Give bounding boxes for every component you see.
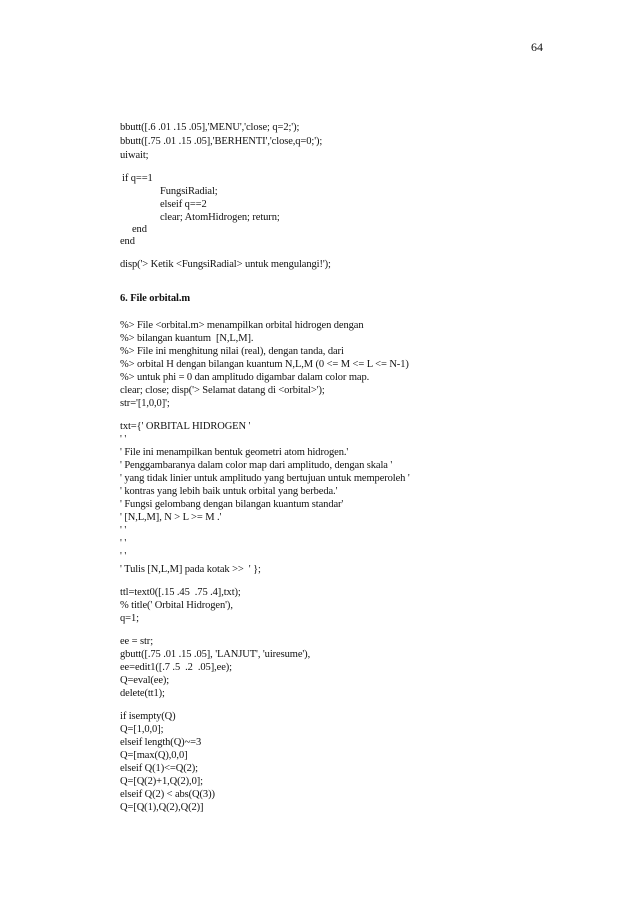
code-line: ' ' (120, 434, 127, 445)
code-line: ttl=text0([.15 .45 .75 .4],txt); (120, 587, 241, 598)
code-line: Q=[max(Q),0,0] (120, 750, 188, 761)
section-heading: 6. File orbital.m (120, 293, 191, 304)
code-line: elseif q==2 (160, 199, 207, 210)
code-line: end (132, 224, 147, 235)
page-number: 64 (531, 40, 543, 54)
code-line: ee=edit1([.7 .5 .2 .05],ee); (120, 662, 232, 673)
code-line: delete(tt1); (120, 688, 165, 699)
code-line: uiwait; (120, 150, 149, 161)
code-line: % title(' Orbital Hidrogen'), (120, 600, 233, 611)
code-line: elseif Q(1)<=Q(2); (120, 763, 198, 774)
code-line: disp('> Ketik <FungsiRadial> untuk mengulangi!'); (120, 259, 331, 270)
code-line: if q==1 (122, 173, 153, 184)
code-line: ' Fungsi gelombang dengan bilangan kuantum standar' (120, 499, 344, 510)
code-line: q=1; (120, 613, 139, 624)
code-line: bbutt([.6 .01 .15 .05],'MENU','close; q=2;'); (120, 122, 300, 133)
code-line: ' File ini menampilkan bentuk geometri atom hidrogen.' (120, 447, 349, 458)
code-line: ' yang tidak linier untuk amplitudo yang bertujuan untuk memperoleh ' (120, 473, 410, 484)
code-line: ' Penggambaranya dalam color map dari amplitudo, dengan skala ' (120, 460, 393, 471)
code-line: Q=[Q(2)+1,Q(2),0]; (120, 776, 203, 787)
code-line: ee = str; (120, 636, 154, 647)
code-line: Q=[Q(1),Q(2),Q(2)] (120, 802, 204, 813)
code-line: ' [N,L,M], N > L >= M .' (120, 512, 222, 523)
code-line: bbutt([.75 .01 .15 .05],'BERHENTI','close,q=0;'); (120, 136, 323, 147)
code-line: %> bilangan kuantum [N,L,M]. (120, 333, 254, 344)
code-line: Q=eval(ee); (120, 675, 170, 686)
code-line: %> File ini menghitung nilai (real), dengan tanda, dari (120, 346, 344, 357)
code-line: ' ' (120, 538, 127, 549)
code-line: if isempty(Q) (120, 711, 176, 722)
code-line: %> File <orbital.m> menampilkan orbital hidrogen dengan (120, 320, 364, 331)
code-line: %> untuk phi = 0 dan amplitudo digambar dalam color map. (120, 372, 370, 383)
code-line: txt={' ORBITAL HIDROGEN ' (120, 421, 251, 432)
code-line: str='[1,0,0]'; (120, 398, 170, 409)
code-line: ' Tulis [N,L,M] pada kotak >> ' }; (120, 564, 261, 575)
code-line: ' ' (120, 525, 127, 536)
code-line: end (120, 236, 135, 247)
code-line: clear; close; disp('> Selamat datang di <orbital>'); (120, 385, 325, 396)
code-line: %> orbital H dengan bilangan kuantum N,L,M (0 <= M <= L <= N-1) (120, 359, 409, 370)
code-line: FungsiRadial; (160, 186, 218, 197)
code-line: gbutt([.75 .01 .15 .05], 'LANJUT', 'uiresume'), (120, 649, 311, 660)
code-line: clear; AtomHidrogen; return; (160, 212, 280, 223)
code-line: elseif Q(2) < abs(Q(3)) (120, 789, 215, 800)
code-line: Q=[1,0,0]; (120, 724, 164, 735)
code-line: ' ' (120, 551, 127, 562)
code-line: elseif length(Q)~=3 (120, 737, 202, 748)
code-line: ' kontras yang lebih baik untuk orbital yang berbeda.' (120, 486, 338, 497)
